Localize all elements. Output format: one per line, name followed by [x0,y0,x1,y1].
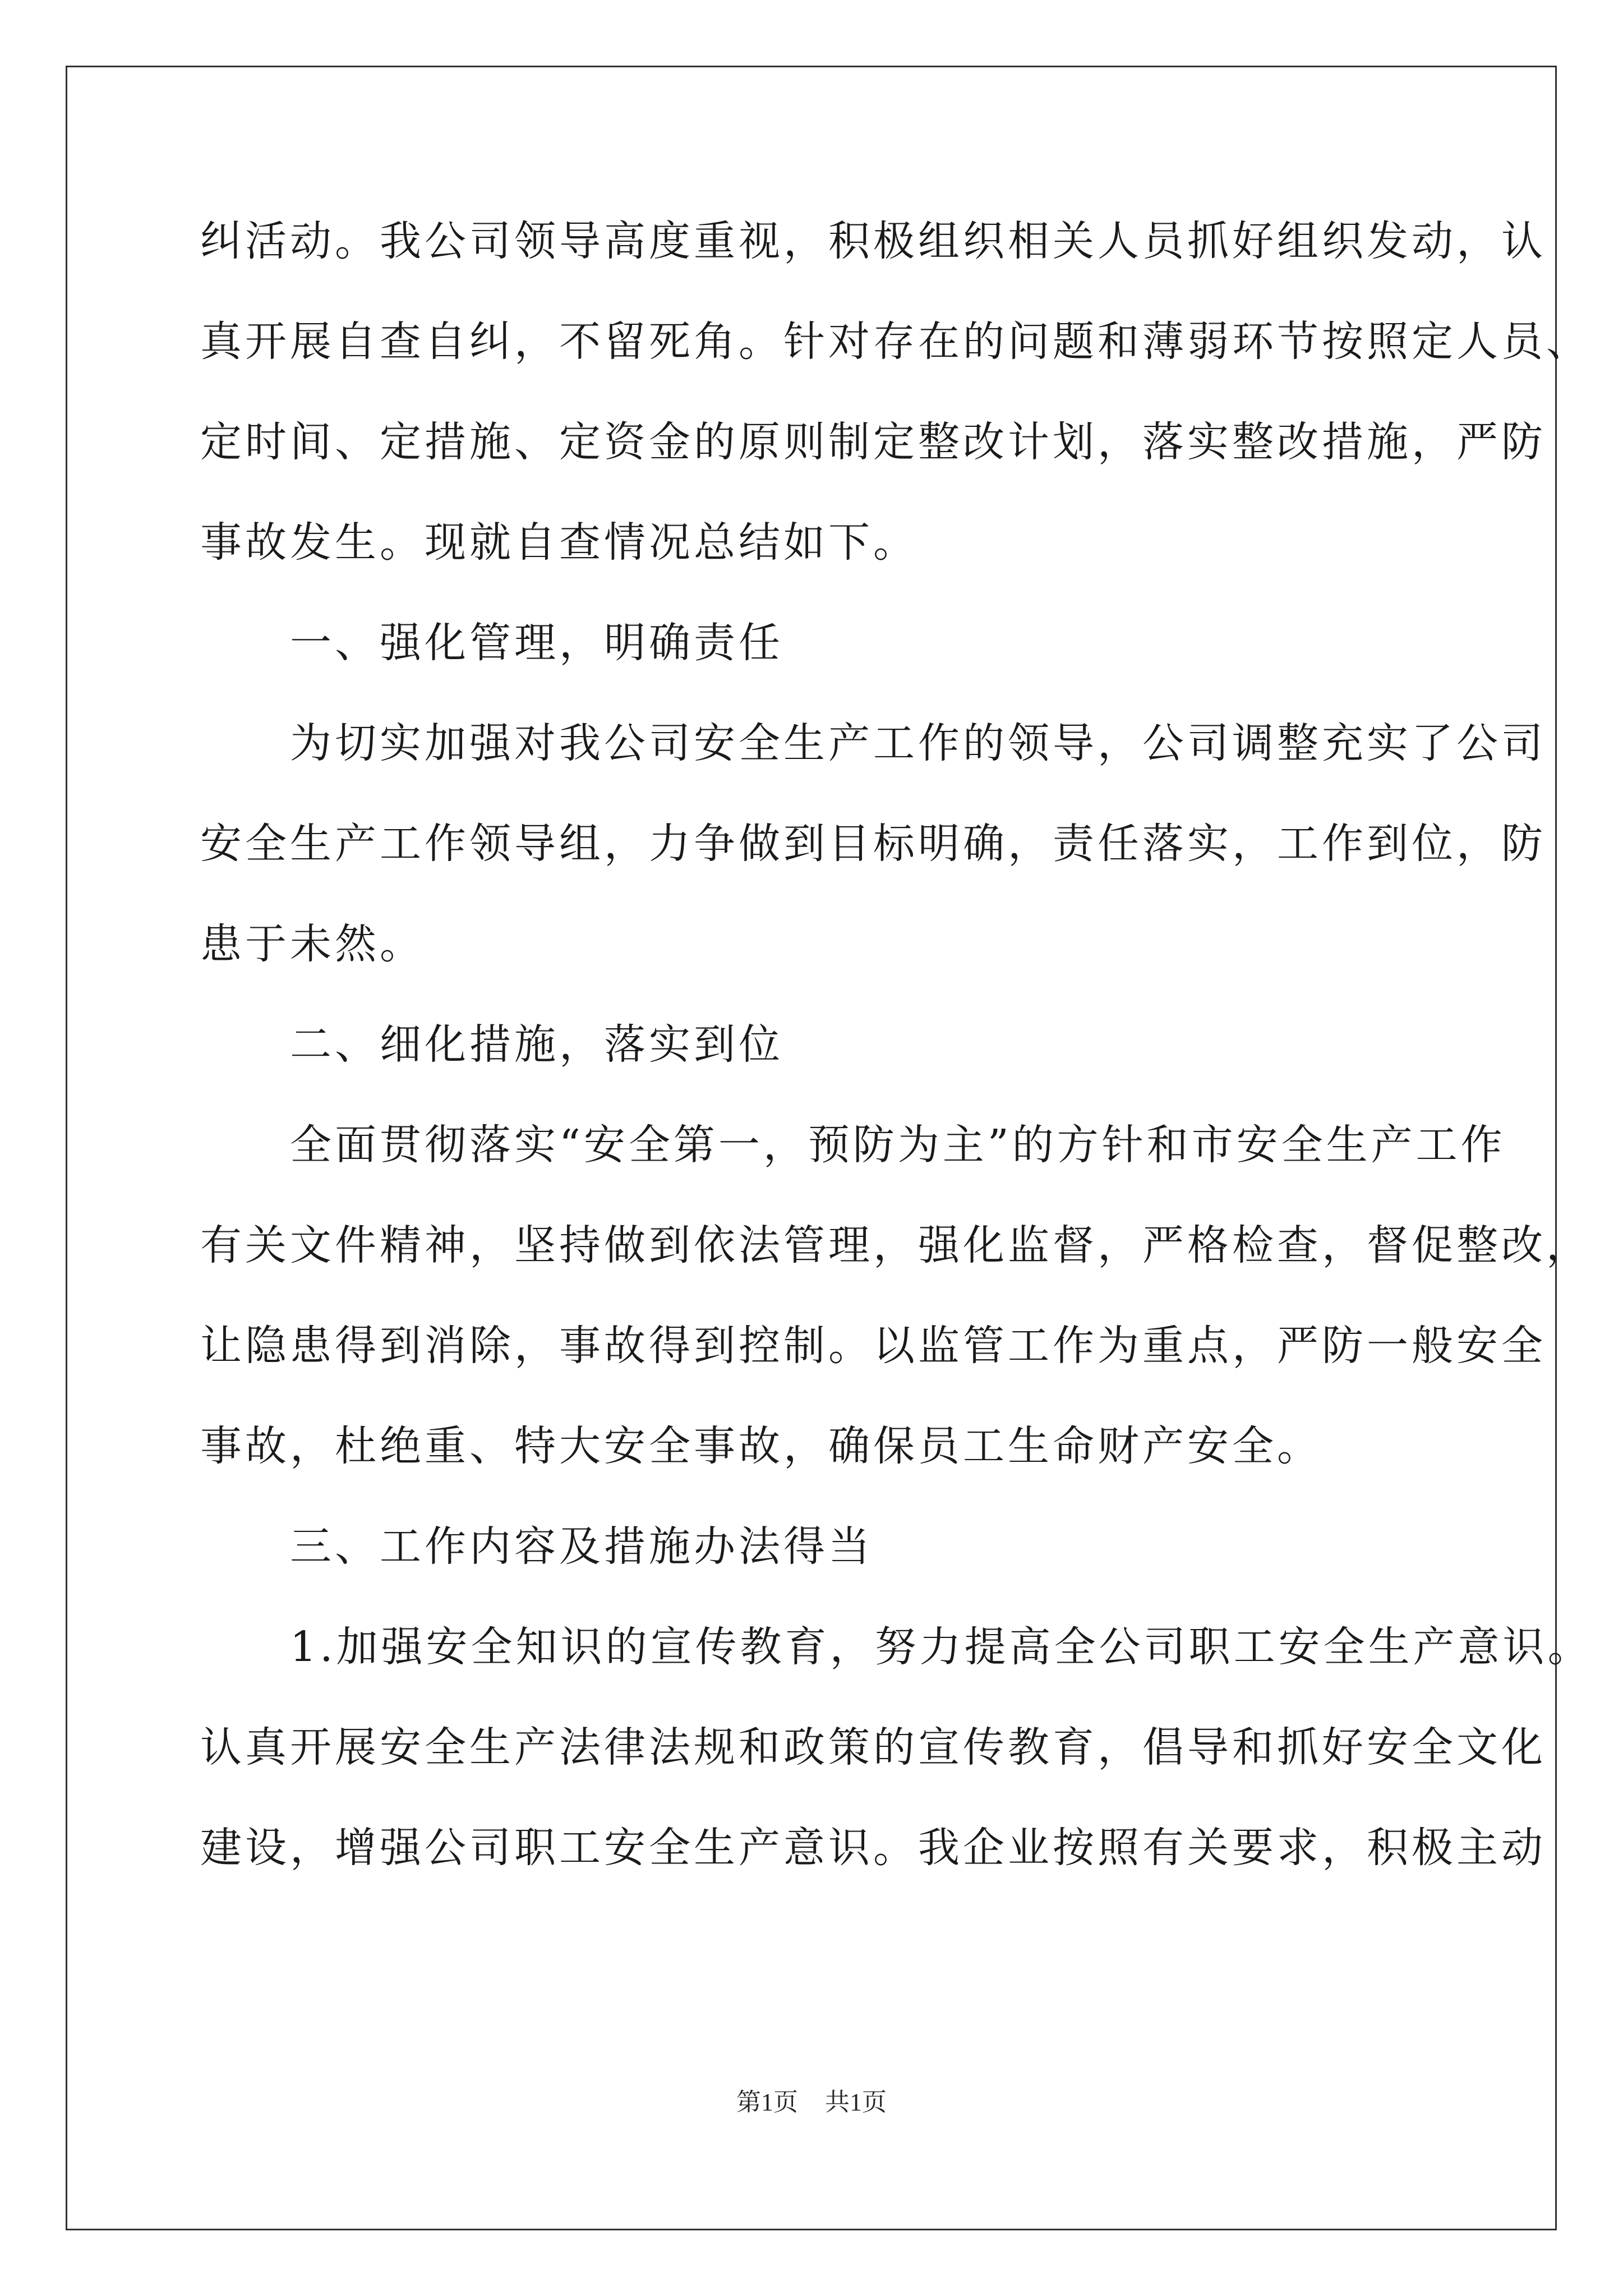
text-line: 有关文件精神，坚持做到依法管理，强化监督，严格检查，督促整改， [200,1221,1591,1269]
section-heading: 一、强化管理，明确责任 [200,619,783,667]
text-line: 纠活动。我公司领导高度重视，积极组织相关人员抓好组织发动，认 [200,217,1546,265]
page-total: 共1页 [825,2088,887,2116]
section-heading: 三、工作内容及措施办法得当 [200,1522,873,1571]
text-line: 让隐患得到消除，事故得到控制。以监管工作为重点，严防一般安全 [200,1322,1546,1370]
text-line: 定时间、定措施、定资金的原则制定整改计划，落实整改措施，严防 [200,418,1546,466]
page-footer [0,2086,1623,2119]
text-line: 1.加强安全知识的宣传教育，努力提高全公司职工安全生产意识。 [200,1623,1593,1671]
text-line: 安全生产工作领导组，力争做到目标明确，责任落实，工作到位，防 [200,820,1546,868]
text-line: 认真开展安全生产法律法规和政策的宣传教育，倡导和抓好安全文化 [200,1723,1546,1772]
text-line: 事故，杜绝重、特大安全事故，确保员工生命财产安全。 [200,1422,1322,1470]
text-line: 建设，增强公司职工安全生产意识。我企业按照有关要求，积极主动 [200,1824,1546,1872]
text-line: 真开展自查自纠，不留死角。针对存在的问题和薄弱环节按照定人员、 [200,318,1591,366]
section-heading: 二、细化措施，落实到位 [200,1020,783,1069]
text-line: 全面贯彻落实“安全第一，预防为主”的方针和市安全生产工作 [200,1121,1506,1169]
text-line: 为切实加强对我公司安全生产工作的领导，公司调整充实了公司 [200,719,1546,767]
text-line: 事故发生。现就自查情况总结如下。 [200,518,918,567]
page-number: 第1页 [736,2088,798,2116]
text-line: 患于未然。 [200,920,425,968]
